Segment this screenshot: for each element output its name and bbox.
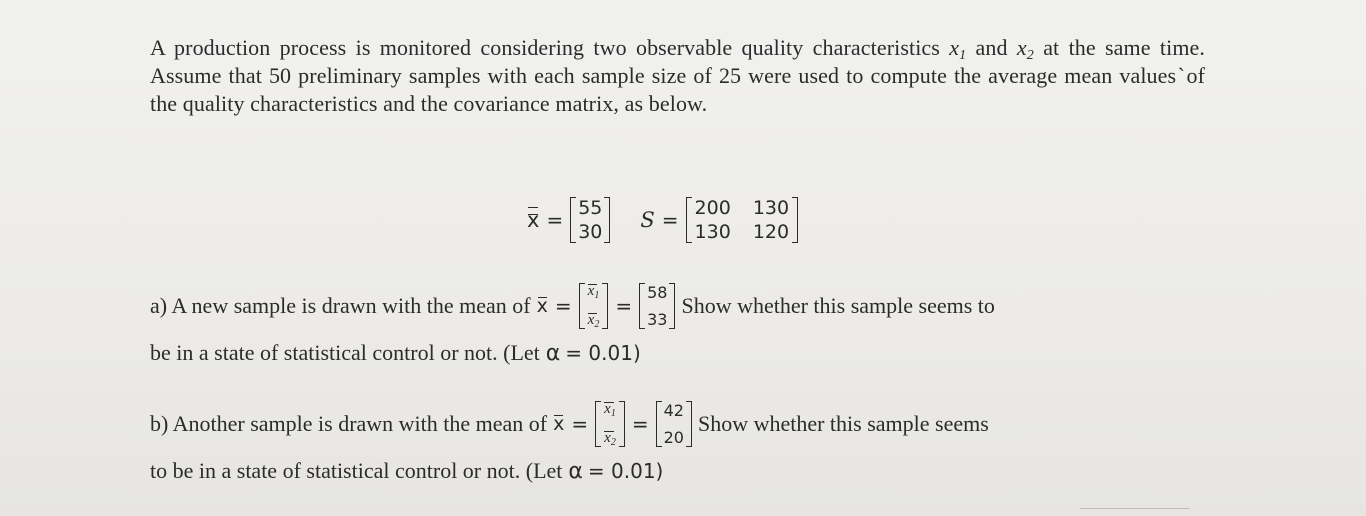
part-a-line1 — [150, 282, 995, 330]
intro-line3: compute the average mean valuesˋof the quality characteristics and the covariance matrix, as — [150, 63, 1205, 116]
matrix-cell: 130 — [694, 221, 731, 243]
alpha-symbol: α — [545, 340, 561, 366]
intro-line2: the same time. Assume that 50 preliminary samples with each sample size of 25 were used to — [150, 35, 1206, 88]
var-x2: $x_2$ — [1016, 35, 1034, 63]
vector-entry: $x_2$ — [604, 430, 616, 448]
mean-vector-entry: 30 — [578, 221, 603, 243]
vector-value: 42 — [663, 401, 684, 420]
equals-sign: = — [631, 412, 649, 436]
problem-statement — [150, 34, 1205, 118]
part-b-text3: to be in a state of statistical control or not. (Let — [150, 458, 563, 483]
var-x1: $x_1$ — [949, 35, 967, 63]
part-a-text2: Show whether this sample seems to — [681, 293, 995, 318]
part-a-line2 — [150, 338, 641, 368]
covariance-symbol: S — [640, 208, 655, 232]
part-a-text1: a) A new sample is drawn with the mean of — [150, 293, 531, 318]
sample-mean-values — [656, 401, 692, 447]
grand-mean-symbol: x — [527, 208, 540, 232]
part-b-text1: b) Another sample is drawn with the mean of — [150, 411, 548, 436]
intro-line1-c: at — [1043, 35, 1060, 60]
sample-mean-symbol: x — [536, 295, 548, 317]
given-equations — [527, 192, 798, 248]
alpha-value: = 0.01) — [587, 459, 664, 483]
vector-value: 58 — [647, 283, 668, 302]
sample-mean-vector-symbolic — [579, 283, 609, 329]
mean-vector — [570, 197, 610, 243]
vector-value: 20 — [663, 428, 684, 447]
intro-line4: below. — [648, 91, 708, 116]
vector-entry: $x_2$ — [587, 312, 600, 330]
part-b-line1 — [150, 400, 989, 448]
matrix-cell: 200 — [694, 197, 731, 219]
mean-vector-entry: 55 — [578, 197, 603, 219]
vector-entry: $x_1$ — [604, 401, 616, 419]
sample-mean-vector-symbolic — [595, 401, 625, 447]
equals-sign: = — [615, 294, 633, 318]
covariance-matrix — [686, 197, 799, 243]
matrix-cell: 130 — [752, 197, 790, 219]
equals-sign: = — [661, 208, 679, 232]
part-a-text3: be in a state of statistical control or not. (Let — [150, 340, 540, 365]
alpha-value: = 0.01) — [565, 341, 641, 365]
part-b-line2 — [150, 456, 663, 486]
matrix-cell: 120 — [752, 221, 790, 243]
equals-sign: = — [554, 294, 572, 318]
intro-line1-a: A production process is monitored considering two observable quality characteristics — [150, 35, 940, 60]
sample-mean-symbol: x — [553, 413, 565, 435]
equals-sign: = — [571, 412, 589, 436]
vector-value: 33 — [647, 310, 668, 329]
alpha-symbol: α — [568, 458, 583, 484]
sample-mean-values — [639, 283, 675, 329]
intro-line1-b: and — [975, 35, 1008, 60]
page-edge-divider — [1080, 508, 1190, 509]
vector-entry: $x_1$ — [587, 283, 600, 301]
part-b-text2: Show whether this sample seems — [697, 411, 989, 436]
equals-sign: = — [546, 208, 564, 232]
